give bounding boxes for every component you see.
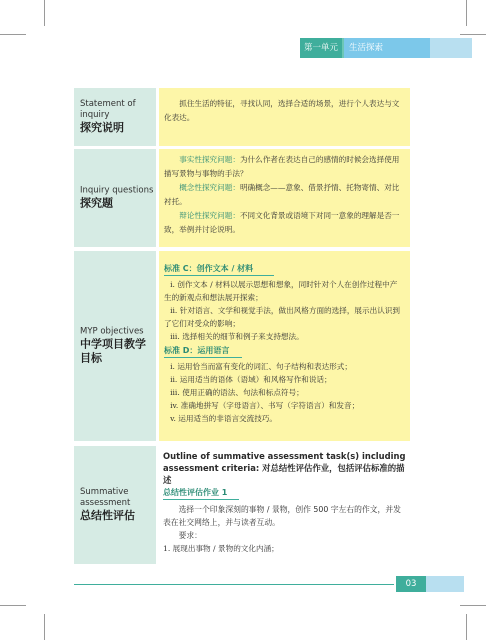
criterion-d-item: iii. 使用正确的语法、句法和标点符号； — [170, 388, 304, 397]
row-label — [74, 149, 156, 247]
criterion-d-heading: 标准 D：运用语言 — [164, 346, 230, 355]
label-en: Summative assessment — [80, 487, 131, 508]
criterion-c-item: i. 创作文本 / 材料以展示思想和想象，同时针对个人在创作过程中产生的新观点和想法展开探索； — [164, 280, 398, 302]
row-label — [74, 251, 156, 441]
crop-mark — [44, 0, 45, 26]
row-content — [159, 446, 410, 564]
row-statement-of-inquiry — [74, 88, 410, 146]
page-number: 03 — [396, 576, 426, 592]
conceptual-keyword: 概念性探究问题： — [179, 183, 240, 192]
criterion-d-item: iv. 准确地拼写（字母语言）、书写（字符语言）和发音； — [170, 401, 360, 410]
label-zh: 探究题 — [80, 196, 113, 210]
label-zh: 探究说明 — [80, 121, 124, 134]
header-strip — [430, 38, 472, 58]
unit-label: 第一单元 — [300, 38, 342, 58]
crop-mark — [460, 605, 486, 606]
crop-mark — [466, 614, 467, 640]
conceptual-question — [164, 181, 404, 209]
requirement-item: 1. 展现出事物 / 景物的文化内涵； — [163, 544, 279, 553]
criterion-c-item: iii. 选择相关的细节和例子来支持想法。 — [170, 332, 304, 341]
task-title-rule — [163, 499, 239, 500]
criterion-d-item: ii. 运用适当的语体（语域）和风格写作和说话； — [170, 375, 332, 384]
criterion-c-heading: 标准 C：创作文本 / 材料 — [164, 264, 254, 273]
crop-mark — [466, 0, 467, 26]
criterion-d-item: v. 运用适当的非语言交流技巧。 — [170, 414, 278, 423]
crop-mark — [0, 34, 26, 35]
label-zh: 中学项目教学目标 — [80, 337, 146, 365]
factual-keyword: 事实性探究问题： — [179, 155, 240, 164]
crop-mark — [0, 605, 26, 606]
chapter-title: 生活探索 — [344, 38, 430, 58]
footer-strip — [426, 576, 464, 592]
crop-mark — [460, 34, 486, 35]
label-en: MYP objectives — [80, 326, 144, 337]
row-content — [159, 88, 410, 146]
task-title: 总结性评估作业 1 — [163, 488, 228, 497]
debatable-question — [164, 209, 404, 237]
row-content — [159, 251, 410, 441]
task-text: 选择一个印象深刻的事物 / 景物，创作 500 字左右的作文，并发表在社交网络上，并与读者互动。 — [163, 505, 401, 527]
summative-outline: Outline of summative assessment task(s) including assessment criteria: 对总结性评估作业，包括评估标准的描述 — [163, 451, 406, 485]
row-label — [74, 446, 156, 564]
factual-question — [164, 153, 404, 181]
footer-rule — [74, 584, 394, 585]
factual-text: 为什么作者在表达自己的感情的时候会选择使用描写景物与事物的手法？ — [164, 155, 400, 178]
label-en: Inquiry questions — [80, 185, 154, 196]
criterion-d-item: i. 运用恰当而富有变化的词汇、句子结构和表达形式； — [170, 362, 352, 371]
criterion-c-rule — [164, 275, 274, 276]
inquiry-text: 抓住生活的特征，寻找认同，选择合适的场景，进行个人表达与文化表达。 — [164, 99, 400, 122]
requirements-label: 要求： — [178, 531, 202, 540]
label-zh: 总结性评估 — [80, 509, 135, 522]
criterion-c-item: ii. 针对语言、文学和视觉手法，做出风格方面的选择，展示出认识到了它们对受众的影响； — [164, 306, 400, 328]
chapter-header — [300, 38, 430, 58]
label-en: Statement of inquiry — [80, 99, 136, 120]
row-summative-assessment — [74, 446, 410, 564]
debatable-text: 不同文化背景或语境下对同一意象的理解是否一致，举例并讨论说明。 — [164, 211, 400, 234]
row-myp-objectives — [74, 251, 410, 441]
criterion-d-rule — [164, 357, 242, 358]
row-label — [74, 88, 156, 146]
debatable-keyword: 辩论性探究问题： — [179, 211, 240, 220]
conceptual-text: 明确概念——意象、借景抒情、托物寄情、对比衬托。 — [164, 183, 400, 206]
row-inquiry-questions — [74, 149, 410, 247]
row-content — [159, 149, 410, 247]
crop-mark — [44, 614, 45, 640]
